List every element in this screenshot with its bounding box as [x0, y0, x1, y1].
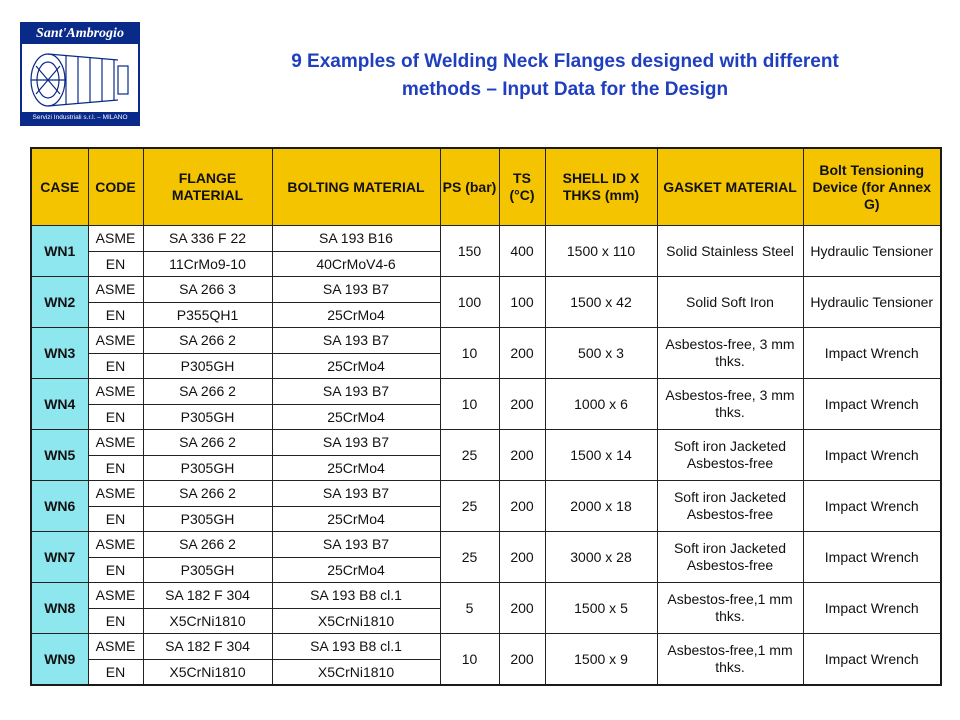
- logo-subtitle: Servizi Industriali s.r.l. – MILANO: [22, 112, 138, 124]
- ts-cell: 200: [499, 583, 545, 634]
- code-cell: ASME: [88, 481, 143, 507]
- flange-material-cell: P305GH: [143, 353, 272, 379]
- code-cell: ASME: [88, 532, 143, 558]
- table-row: [31, 634, 941, 660]
- column-header: PS (bar): [440, 148, 499, 226]
- bolting-material-cell: 25CrMo4: [272, 506, 440, 532]
- bolting-material-cell: SA 193 B7: [272, 277, 440, 303]
- company-logo: [20, 22, 140, 126]
- ts-cell: 200: [499, 430, 545, 481]
- tensioning-device-cell: Hydraulic Tensioner: [803, 277, 941, 328]
- flange-data-table-container: [30, 147, 940, 686]
- code-cell: ASME: [88, 430, 143, 456]
- column-header: Bolt Tensioning Device (for Annex G): [803, 148, 941, 226]
- code-cell: ASME: [88, 328, 143, 354]
- code-cell: ASME: [88, 277, 143, 303]
- column-header: FLANGE MATERIAL: [143, 148, 272, 226]
- code-cell: EN: [88, 506, 143, 532]
- case-cell: WN5: [31, 430, 88, 481]
- bolting-material-cell: X5CrNi1810: [272, 659, 440, 685]
- bolting-material-cell: SA 193 B7: [272, 379, 440, 405]
- ts-cell: 200: [499, 481, 545, 532]
- bolting-material-cell: 25CrMo4: [272, 302, 440, 328]
- column-header: SHELL ID X THKS (mm): [545, 148, 657, 226]
- case-cell: WN7: [31, 532, 88, 583]
- flange-material-cell: SA 182 F 304: [143, 583, 272, 609]
- table-row: [31, 379, 941, 405]
- bolting-material-cell: 40CrMoV4-6: [272, 251, 440, 277]
- column-header: CASE: [31, 148, 88, 226]
- page-title: [190, 48, 940, 104]
- table-row: [31, 277, 941, 303]
- ps-cell: 25: [440, 532, 499, 583]
- case-cell: WN6: [31, 481, 88, 532]
- flange-data-table: [30, 147, 942, 686]
- shell-cell: 1500 x 14: [545, 430, 657, 481]
- ts-cell: 200: [499, 328, 545, 379]
- flange-material-cell: P305GH: [143, 506, 272, 532]
- tensioning-device-cell: Impact Wrench: [803, 379, 941, 430]
- ts-cell: 200: [499, 532, 545, 583]
- tensioning-device-cell: Impact Wrench: [803, 430, 941, 481]
- gasket-material-cell: Asbestos-free,1 mm thks.: [657, 583, 803, 634]
- flange-material-cell: X5CrNi1810: [143, 608, 272, 634]
- code-cell: EN: [88, 608, 143, 634]
- flange-material-cell: SA 266 2: [143, 328, 272, 354]
- table-row: [31, 430, 941, 456]
- gasket-material-cell: Soft iron Jacketed Asbestos-free: [657, 430, 803, 481]
- bolting-material-cell: SA 193 B7: [272, 532, 440, 558]
- table-row: [31, 481, 941, 507]
- shell-cell: 2000 x 18: [545, 481, 657, 532]
- gasket-material-cell: Asbestos-free,1 mm thks.: [657, 634, 803, 686]
- case-cell: WN4: [31, 379, 88, 430]
- gasket-material-cell: Solid Soft Iron: [657, 277, 803, 328]
- flange-material-cell: P305GH: [143, 404, 272, 430]
- gasket-material-cell: Asbestos-free, 3 mm thks.: [657, 328, 803, 379]
- code-cell: EN: [88, 251, 143, 277]
- gasket-material-cell: Soft iron Jacketed Asbestos-free: [657, 481, 803, 532]
- shell-cell: 1000 x 6: [545, 379, 657, 430]
- column-header: GASKET MATERIAL: [657, 148, 803, 226]
- bolting-material-cell: SA 193 B7: [272, 328, 440, 354]
- case-cell: WN1: [31, 226, 88, 277]
- table-row: [31, 226, 941, 252]
- code-cell: EN: [88, 557, 143, 583]
- flange-material-cell: P305GH: [143, 557, 272, 583]
- table-row: [31, 328, 941, 354]
- title-line-2: methods – Input Data for the Design: [401, 79, 729, 100]
- code-cell: EN: [88, 353, 143, 379]
- bolting-material-cell: 25CrMo4: [272, 404, 440, 430]
- bolting-material-cell: SA 193 B16: [272, 226, 440, 252]
- case-cell: WN3: [31, 328, 88, 379]
- tensioning-device-cell: Impact Wrench: [803, 532, 941, 583]
- flange-material-cell: SA 266 2: [143, 481, 272, 507]
- code-cell: EN: [88, 659, 143, 685]
- flange-material-cell: P305GH: [143, 455, 272, 481]
- bolting-material-cell: X5CrNi1810: [272, 608, 440, 634]
- gasket-material-cell: Soft iron Jacketed Asbestos-free: [657, 532, 803, 583]
- ts-cell: 200: [499, 379, 545, 430]
- column-header: BOLTING MATERIAL: [272, 148, 440, 226]
- ps-cell: 10: [440, 634, 499, 686]
- ps-cell: 25: [440, 481, 499, 532]
- flange-material-cell: SA 266 2: [143, 532, 272, 558]
- table-row: [31, 532, 941, 558]
- case-cell: WN2: [31, 277, 88, 328]
- ps-cell: 25: [440, 430, 499, 481]
- shell-cell: 1500 x 42: [545, 277, 657, 328]
- bolting-material-cell: SA 193 B8 cl.1: [272, 634, 440, 660]
- gasket-material-cell: Solid Stainless Steel: [657, 226, 803, 277]
- column-header: TS (°C): [499, 148, 545, 226]
- flange-material-cell: SA 266 2: [143, 379, 272, 405]
- ts-cell: 100: [499, 277, 545, 328]
- shell-cell: 1500 x 9: [545, 634, 657, 686]
- tensioning-device-cell: Impact Wrench: [803, 481, 941, 532]
- code-cell: ASME: [88, 583, 143, 609]
- bolting-material-cell: SA 193 B8 cl.1: [272, 583, 440, 609]
- shell-cell: 1500 x 5: [545, 583, 657, 634]
- code-cell: EN: [88, 404, 143, 430]
- bolting-material-cell: 25CrMo4: [272, 353, 440, 379]
- shell-cell: 1500 x 110: [545, 226, 657, 277]
- flange-material-cell: 11CrMo9-10: [143, 251, 272, 277]
- tensioning-device-cell: Impact Wrench: [803, 634, 941, 686]
- table-body: [31, 226, 941, 686]
- bolting-material-cell: 25CrMo4: [272, 557, 440, 583]
- column-header: CODE: [88, 148, 143, 226]
- code-cell: EN: [88, 302, 143, 328]
- flange-material-cell: SA 266 2: [143, 430, 272, 456]
- bolting-material-cell: SA 193 B7: [272, 430, 440, 456]
- gasket-material-cell: Asbestos-free, 3 mm thks.: [657, 379, 803, 430]
- case-cell: WN9: [31, 634, 88, 686]
- ps-cell: 10: [440, 379, 499, 430]
- logo-name: Sant'Ambrogio: [22, 24, 138, 44]
- bolting-material-cell: SA 193 B7: [272, 481, 440, 507]
- ts-cell: 400: [499, 226, 545, 277]
- code-cell: ASME: [88, 226, 143, 252]
- case-cell: WN8: [31, 583, 88, 634]
- shell-cell: 3000 x 28: [545, 532, 657, 583]
- flange-material-cell: SA 266 3: [143, 277, 272, 303]
- tensioning-device-cell: Impact Wrench: [803, 328, 941, 379]
- code-cell: ASME: [88, 634, 143, 660]
- heat-exchanger-logo-icon: [26, 46, 134, 114]
- tensioning-device-cell: Impact Wrench: [803, 583, 941, 634]
- ps-cell: 5: [440, 583, 499, 634]
- ps-cell: 10: [440, 328, 499, 379]
- flange-material-cell: X5CrNi1810: [143, 659, 272, 685]
- ps-cell: 100: [440, 277, 499, 328]
- table-header-row: [31, 148, 941, 226]
- bolting-material-cell: 25CrMo4: [272, 455, 440, 481]
- flange-material-cell: SA 336 F 22: [143, 226, 272, 252]
- ts-cell: 200: [499, 634, 545, 686]
- flange-material-cell: SA 182 F 304: [143, 634, 272, 660]
- flange-material-cell: P355QH1: [143, 302, 272, 328]
- code-cell: EN: [88, 455, 143, 481]
- tensioning-device-cell: Hydraulic Tensioner: [803, 226, 941, 277]
- shell-cell: 500 x 3: [545, 328, 657, 379]
- ps-cell: 150: [440, 226, 499, 277]
- code-cell: ASME: [88, 379, 143, 405]
- table-row: [31, 583, 941, 609]
- title-line-1: 9 Examples of Welding Neck Flanges designed with different: [291, 51, 839, 72]
